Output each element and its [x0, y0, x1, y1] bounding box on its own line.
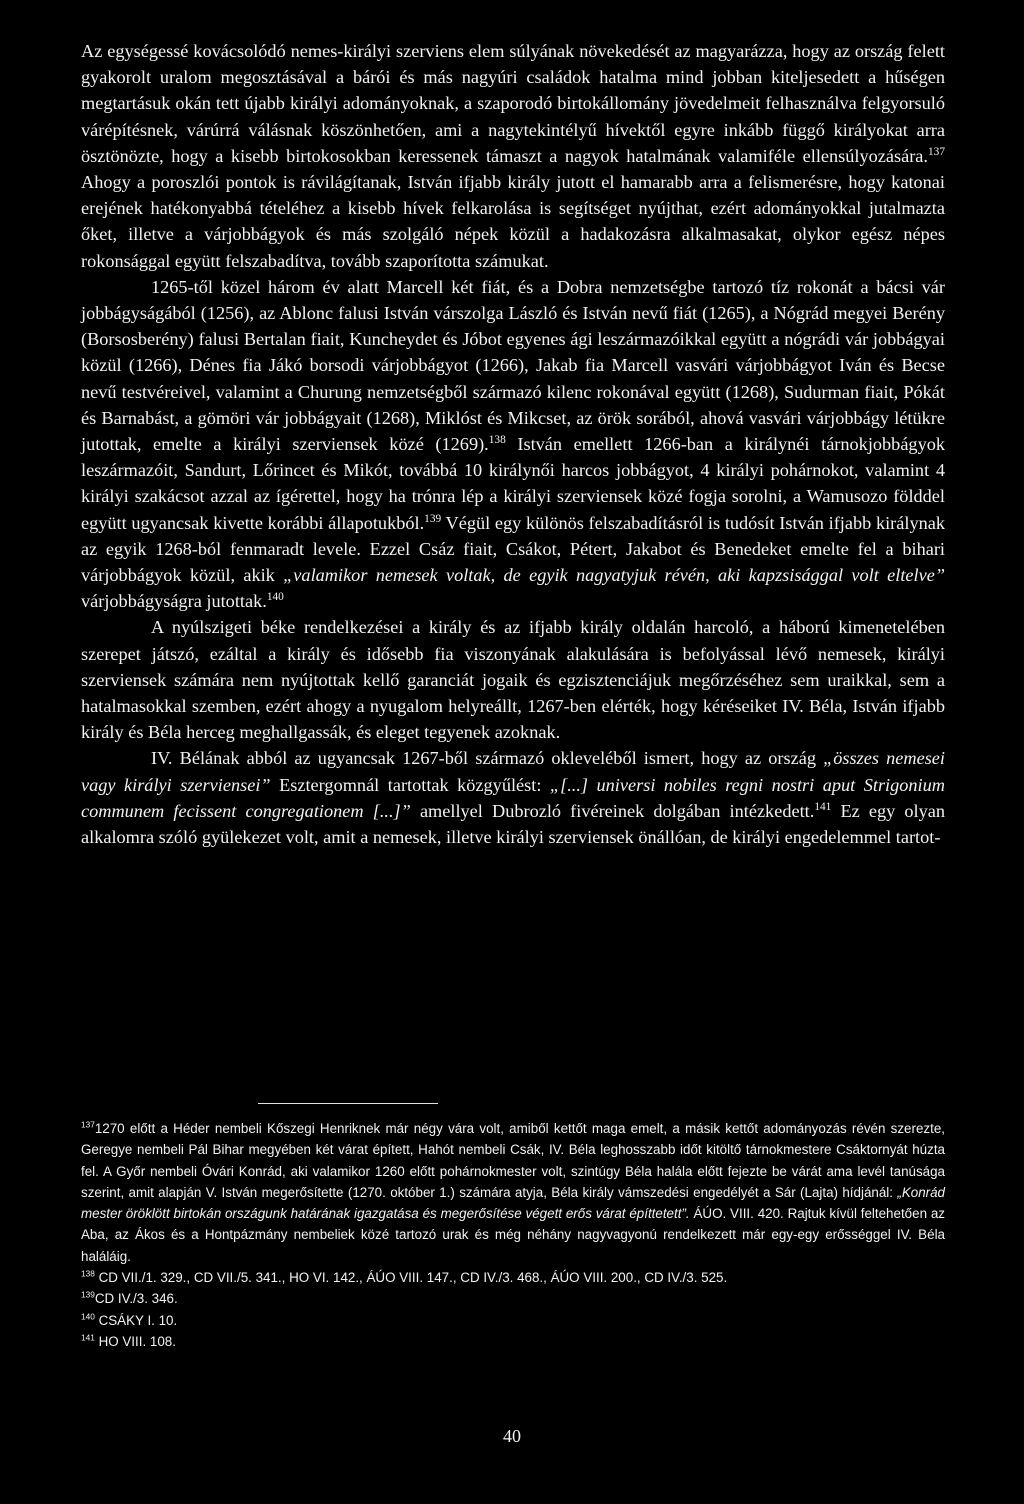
text-run: 1265-től közel három év alatt Marcell két fiát, és a Dobra nemzetségbe tartozó tíz rokonát a bácsi vár jobbágyságából (1256), az Ablonc falusi István várszolga László és István nevű fiát (1265), a Nógrád megyei Berény (Borsosberény) falusi Bertalan fiait, Kuncheydet és Jóbot egyenes ági leszármazóikkal együtt a nógrádi vár jobbágyai közül (1266), Dénes fia Jákó borsodi várjobbágyot (1266), Jakab fia Marcell vasvári várjobbágyot Iván és Becse nevű testvéreivel, valamint a Churung nemzetségből származó kilenc rokonával együtt (1268), Sudurman fiait, Pókát és Barnabást, a gömöri vár jobbágyait (1268), Miklóst és Mikcset, az örök sorából, ahová vasvári várjobbágy létükre jutottak, emelte a királyi szerviensek közé (1269).	[81, 276, 945, 455]
text-run: CD VII./1. 329., CD VII./5. 341., HO VI. 142., ÁÚO VIII. 147., CD IV./3. 468., ÁÚO VIII. 200., CD IV./3. 525.	[94, 1270, 728, 1286]
footnote-reference: 137	[928, 145, 945, 158]
paragraph	[81, 38, 945, 274]
text-run: HO VIII. 108.	[94, 1333, 176, 1349]
text-run: Végül egy különös felszabadításról is tudósít István ifjabb királynak az egyik 1268-ból fenmaradt levele. Ezzel Csáz fiait, Csákot, Pétert, Jakabot és Benedeket emelte fel a bihari várjobbágyok közül, akik	[81, 512, 946, 586]
footnote	[81, 1310, 945, 1331]
text-run: ÁÚO. VIII. 420. Rajtuk kívül feltehetően az Aba, az Ákos és a Hontpázmány nembeliek közé tartozó urak és még néhány nagyvagyonú rendelkezett már egy-egy erősséggel IV. Béla haláláig.	[81, 1206, 945, 1264]
footnote-reference: 140	[81, 1311, 95, 1322]
footnote-reference: 141	[814, 800, 832, 813]
paragraph	[81, 274, 945, 615]
text-run: Az egységessé kovácsolódó nemes-királyi szerviens elem súlyának növekedését az magyarázza, hogy az ország felett gyakorolt uralom megosztásával a bárói és más nagyúri családok hatalma mind jobban kiteljesedett a hűségen megtartásuk okán tett újabb királyi adományoknak, a szaporodó birtokállomány jövedelmeit felhasználva felgyorsuló várépítésnek, várúrrá válásnak köszönhetően, ami a nagytekintélyű hívektől egyre inkább függő királyokat arra ösztönözte, hogy a kisebb birtokosokban keressenek támaszt a nagyok hatalmának valamiféle ellensúlyozására.	[81, 41, 945, 166]
footnote-reference: 141	[81, 1332, 95, 1343]
text-run: CD IV./3. 346.	[94, 1291, 178, 1307]
paragraph	[81, 614, 945, 745]
footnote-reference: 138	[488, 433, 506, 446]
footnote-reference: 138	[81, 1268, 95, 1279]
page-number: 40	[503, 1426, 521, 1446]
footnote	[81, 1267, 945, 1288]
footnote	[81, 1118, 945, 1267]
footnote-reference: 137	[81, 1119, 95, 1130]
footnote-reference: 139	[81, 1289, 95, 1300]
footnote-reference: 139	[424, 512, 442, 525]
footnotes	[81, 1118, 945, 1352]
footnote-separator	[258, 1103, 438, 1104]
text-run: CSÁKY I. 10.	[94, 1312, 178, 1328]
text-run: Ez egy olyan alkalomra szóló gyülekezet volt, amit a nemesek, illetve királyi szerviensek önállóan, de királyi engedelemmel tartot-	[81, 800, 945, 848]
footnote-reference: 140	[266, 591, 284, 604]
italic-quote: „Konrád mester öröklött birtokán országunk határának igazgatása és megerősítése végett erős várat építtetett”.	[81, 1184, 945, 1222]
text-run: amellyel Dubrozló fivéreinek dolgában intézkedett.	[410, 800, 815, 821]
text-run: A nyúlszigeti béke rendelkezései a király és az ifjabb király oldalán harcoló, a háború kimenetelében szerepet játszó, ezáltal a király és idősebb fia viszonyának alakulására is befolyással lévő nemesek, királyi szerviensek számára nem nyújtottak kellő garanciát jogaik és egzisztenciájuk megőrzéséhez sem uraikkal, sem a hatalmasokkal szemben, ezért ahogy a nyugalom helyreállt, 1267-ben elérték, hogy kéréseiket IV. Béla, István ifjabb király és Béla herceg meghallgassák, és eleget tegyenek azoknak.	[81, 617, 945, 743]
text-run: IV. Bélának abból az ugyancsak 1267-ből származó okleveléből ismert, hogy az ország	[151, 748, 824, 769]
main-text	[81, 38, 945, 850]
text-run: Ahogy a poroszlói pontok is rávilágítanak, István ifjabb király jutott el hamarabb arra a felismerésre, hogy katonai erejének hatékonyabbá tételéhez a kisebb hívek felkarolása is segítséget nyújthat, ezért adományokkal jutalmazta őket, illetve a várjobbágyok és más szolgáló népek közül a hadakozásra alkalmasakat, olykor egész népes rokonsággal együtt felszabadítva, tovább szaporította számukat.	[81, 172, 945, 271]
footnote	[81, 1288, 945, 1309]
paragraph	[81, 745, 945, 850]
text-run: Esztergomnál tartottak közgyűlést:	[270, 774, 550, 795]
text-run: István emellett 1266-ban a királynéi tárnokjobbágyok leszármazóit, Sandurt, Lőrincet és Mikót, továbbá 10 királynői harcos jobbágyot, 4 királyi pohárnokot, valamint 4 királyi szakácsot azzal az ígérettel, hogy ha trónra lép a királyi szerviensek közé fogja sorolni, a Wamusozo földdel együtt ugyancsak kivette korábbi állapotukból.	[81, 434, 945, 533]
text-run: várjobbágyságra jutottak.	[81, 591, 267, 612]
text-run: 1270 előtt a Héder nembeli Kőszegi Henriknek már négy vára volt, amiből kettőt maga emelt, a másik kettőt adományozás révén szerezte, Geregye nembeli Pál Bihar megyében két várat épített, Hahót nembeli Csák, IV. Béla leghosszabb időt kitöltő tárnokmestere Csáktornyát húzta fel. A Győr nembeli Óvári Konrád, aki valamikor 1260 előtt pohárnokmester volt, szintúgy Béla halála előtt fejezte be várát ama levél tanúsága szerint, amit alapján V. István megerősítette (1270. október 1.) számára atyja, Béla király vámszedési engedélyét a Sár (Lajta) hídjánál:	[81, 1121, 945, 1200]
footnote	[81, 1331, 945, 1352]
italic-quote: „valamikor nemesek voltak, de egyik nagyatyjuk révén, aki kapzsisággal volt eltelve”	[283, 565, 945, 586]
italic-quote: „[...] universi nobiles regni nostri aput Strigonium communem fecissent congregationem [...]”	[81, 774, 945, 821]
italic-quote: „összes nemesei vagy királyi szerviensei”	[81, 748, 946, 795]
